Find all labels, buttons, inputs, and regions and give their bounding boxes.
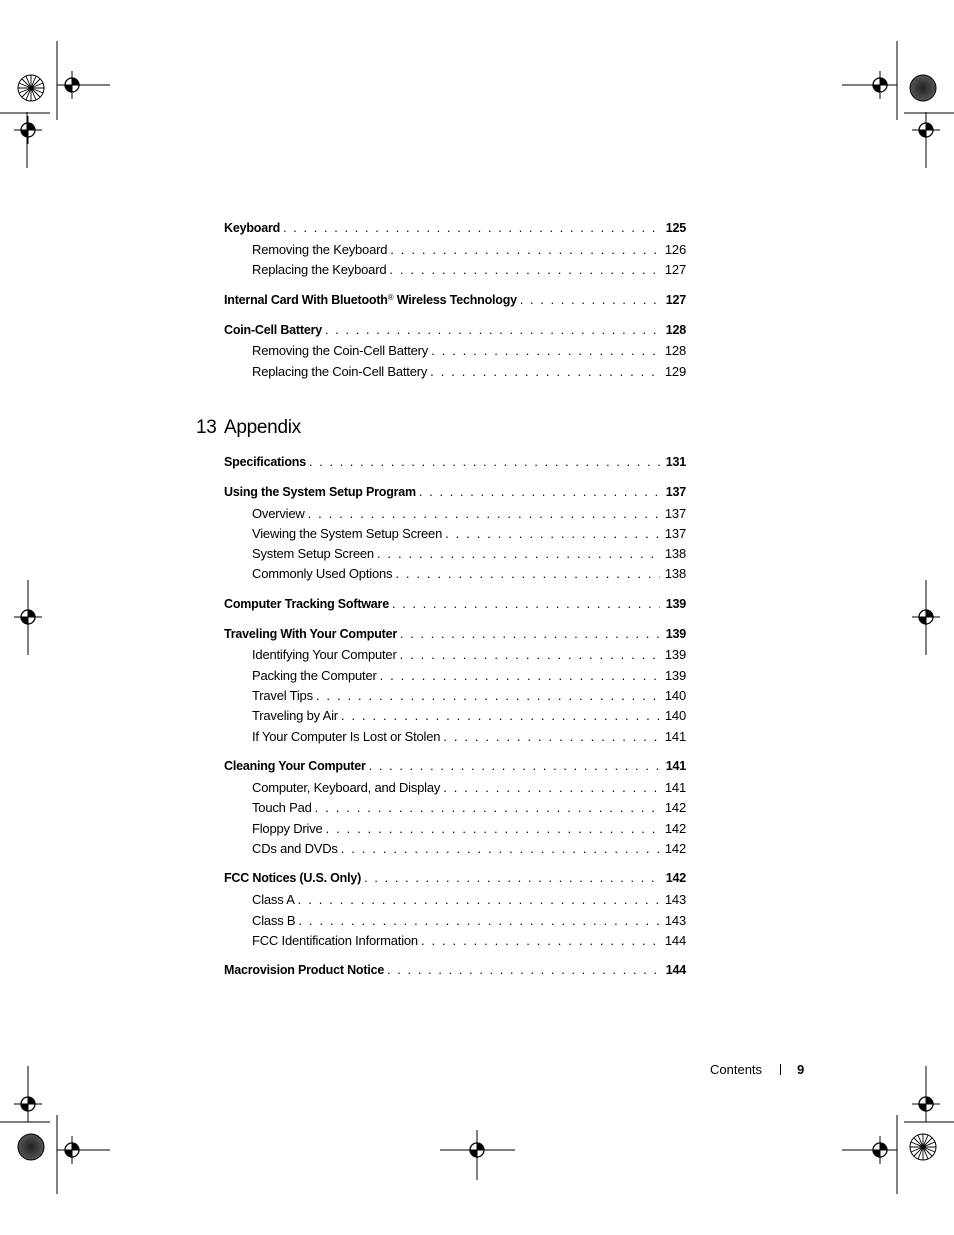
footer-divider [780, 1064, 781, 1075]
toc-entry-page: 144 [664, 933, 686, 948]
dot-leader [418, 932, 660, 950]
dot-leader [440, 779, 660, 797]
registration-cross-icon [866, 71, 894, 99]
toc-subentry[interactable] [252, 646, 686, 664]
dot-leader [427, 363, 660, 381]
dot-leader [397, 646, 660, 664]
dot-leader [517, 291, 660, 309]
toc-entry-page: 127 [665, 293, 686, 307]
dot-leader [323, 820, 660, 838]
dot-leader [416, 483, 660, 501]
color-dial-icon [910, 75, 936, 101]
toc-subentry[interactable] [252, 932, 686, 950]
toc-entry-title: If Your Computer Is Lost or Stolen [252, 729, 441, 744]
dot-leader [377, 667, 660, 685]
toc-entry-title: Replacing the Keyboard [252, 262, 387, 277]
dot-leader [386, 261, 660, 279]
registration-cross-icon [912, 1090, 940, 1118]
toc-entry[interactable] [224, 291, 686, 309]
registered-mark: ® [387, 293, 394, 302]
toc-entry-title: Class B [252, 913, 296, 928]
dot-leader [295, 912, 660, 930]
toc-entry-title: Travel Tips [252, 688, 313, 703]
chapter-heading [196, 417, 301, 439]
toc-subentry[interactable] [252, 363, 686, 381]
toc-subentry[interactable] [252, 545, 686, 563]
dot-leader [338, 707, 660, 725]
toc-entry-page: 141 [664, 729, 686, 744]
toc-entry-title: Keyboard [224, 221, 281, 235]
dot-leader [313, 687, 660, 705]
toc-subentry[interactable] [252, 565, 686, 583]
toc-entry-title: Removing the Keyboard [252, 242, 388, 257]
registration-cross-icon [912, 116, 940, 144]
toc-subentry[interactable] [252, 707, 686, 725]
toc-entry[interactable] [224, 453, 686, 471]
dot-leader [312, 799, 660, 817]
toc-entry-title: Commonly Used Options [252, 566, 393, 581]
dot-leader [397, 625, 660, 643]
toc-entry-page: 142 [665, 871, 686, 885]
toc-entry-title: Viewing the System Setup Screen [252, 526, 443, 541]
dot-leader [305, 505, 660, 523]
dot-leader [387, 241, 660, 259]
registration-cross-icon [463, 1136, 491, 1164]
toc-entry-page: 139 [665, 597, 686, 611]
dot-leader [338, 840, 660, 858]
toc-entry-title: Computer, Keyboard, and Display [252, 780, 441, 795]
toc-entry-page: 140 [664, 708, 686, 723]
toc-subentry[interactable] [252, 667, 686, 685]
registration-cross-icon [14, 603, 42, 631]
crop-lines-bottom-left [0, 1066, 110, 1194]
crop-lines-top-right [842, 41, 954, 168]
toc-subentry[interactable] [252, 342, 686, 360]
dot-leader [361, 869, 660, 887]
toc-entry-title: Identifying Your Computer [252, 647, 397, 662]
toc-subentry[interactable] [252, 912, 686, 930]
toc-entry-page: 137 [664, 526, 686, 541]
toc-entry-title: Traveling With Your Computer [224, 627, 398, 641]
toc-entry-title: Floppy Drive [252, 821, 323, 836]
toc-subentry[interactable] [252, 728, 686, 746]
toc-entry-page: 143 [664, 913, 686, 928]
toc-subentry[interactable] [252, 840, 686, 858]
toc-entry-title: Traveling by Air [252, 708, 338, 723]
dot-leader [442, 525, 660, 543]
toc-entry-title: Computer Tracking Software [224, 597, 389, 611]
toc-entry-title: FCC Notices (U.S. Only) [224, 871, 362, 885]
toc-entry-page: 126 [664, 242, 686, 257]
dot-leader [295, 891, 660, 909]
toc-entry-page: 125 [665, 221, 686, 235]
toc-entry[interactable] [224, 625, 686, 643]
dot-leader [280, 219, 660, 237]
crop-lines-top-left [0, 41, 110, 168]
page-footer [710, 1062, 804, 1077]
registration-cross-icon [14, 1090, 42, 1118]
toc-entry[interactable] [224, 483, 686, 501]
toc-entry-page: 142 [664, 841, 686, 856]
dot-leader [306, 453, 660, 471]
toc-entry[interactable] [224, 321, 686, 339]
toc-entry-title: CDs and DVDs [252, 841, 338, 856]
toc-entry-title: Cleaning Your Computer [224, 759, 366, 773]
toc-entry-page: 128 [664, 343, 686, 358]
dot-leader [384, 961, 660, 979]
toc-entry-title: FCC Identification Information [252, 933, 418, 948]
toc-entry-page: 139 [664, 668, 686, 683]
toc-entry-title: Overview [252, 506, 305, 521]
toc-subentry[interactable] [252, 891, 686, 909]
toc-entry-title: Class A [252, 892, 295, 907]
toc-entry[interactable] [224, 961, 686, 979]
registration-cross-icon [14, 116, 42, 144]
toc-entry-page: 141 [664, 780, 686, 795]
toc-entry-page: 128 [665, 323, 686, 337]
toc-entry-title: Macrovision Product Notice [224, 963, 385, 977]
toc-entry-page: 137 [664, 506, 686, 521]
dot-leader [366, 757, 660, 775]
toc-entry-title: Specifications [224, 455, 306, 469]
toc-entry-page: 138 [664, 546, 686, 561]
toc-subentry[interactable] [252, 687, 686, 705]
dot-leader [322, 321, 660, 339]
dot-leader [440, 728, 660, 746]
toc-entry[interactable] [224, 595, 686, 613]
registration-cross-icon [912, 603, 940, 631]
dot-leader [374, 545, 660, 563]
toc-entry[interactable] [224, 219, 686, 237]
toc-entry-page: 140 [664, 688, 686, 703]
toc-entry-title: Using the System Setup Program [224, 485, 416, 499]
toc-entry-page: 142 [664, 800, 686, 815]
color-dial-icon [18, 1134, 44, 1160]
toc-entry-title: Coin-Cell Battery [224, 323, 323, 337]
toc-entry-page: 142 [664, 821, 686, 836]
toc-subentry[interactable] [252, 261, 686, 279]
toc-entry[interactable] [224, 757, 686, 775]
toc-entry-page: 141 [665, 759, 686, 773]
toc-entry-page: 143 [664, 892, 686, 907]
toc-subentry[interactable] [252, 820, 686, 838]
toc-entry-title: Packing the Computer [252, 668, 377, 683]
registration-cross-icon [866, 1136, 894, 1164]
toc-entry-page: 144 [665, 963, 686, 977]
toc-entry-page: 131 [665, 455, 686, 469]
crop-lines-bottom-right [842, 1066, 954, 1194]
toc-subentry[interactable] [252, 525, 686, 543]
toc-subentry[interactable] [252, 505, 686, 523]
toc-entry-page: 127 [664, 262, 686, 277]
toc-entry-page: 139 [664, 647, 686, 662]
toc-entry-title: Internal Card With Bluetooth® Wireless Technology [224, 293, 517, 307]
toc-entry-page: 138 [664, 566, 686, 581]
registration-cross-icon [58, 1136, 86, 1164]
registration-cross-icon [58, 71, 86, 99]
toc-entry[interactable] [224, 869, 686, 887]
dot-leader [392, 565, 660, 583]
toc-subentry[interactable] [252, 799, 686, 817]
chapter-number: 13 [196, 417, 217, 438]
footer-page-number: 9 [797, 1062, 805, 1077]
toc-subentry[interactable] [252, 779, 686, 797]
toc-subentry[interactable] [252, 241, 686, 259]
toc-entry-title: System Setup Screen [252, 546, 374, 561]
dot-leader [428, 342, 660, 360]
dot-leader [389, 595, 660, 613]
chapter-title: Appendix [224, 417, 301, 438]
toc-entry-page: 139 [665, 627, 686, 641]
footer-section-label: Contents [710, 1062, 763, 1077]
toc-entry-page: 137 [665, 485, 686, 499]
toc-entry-title: Removing the Coin-Cell Battery [252, 343, 429, 358]
toc-entry-title: Replacing the Coin-Cell Battery [252, 364, 428, 379]
toc-entry-title: Touch Pad [252, 800, 312, 815]
toc-entry-page: 129 [664, 364, 686, 379]
